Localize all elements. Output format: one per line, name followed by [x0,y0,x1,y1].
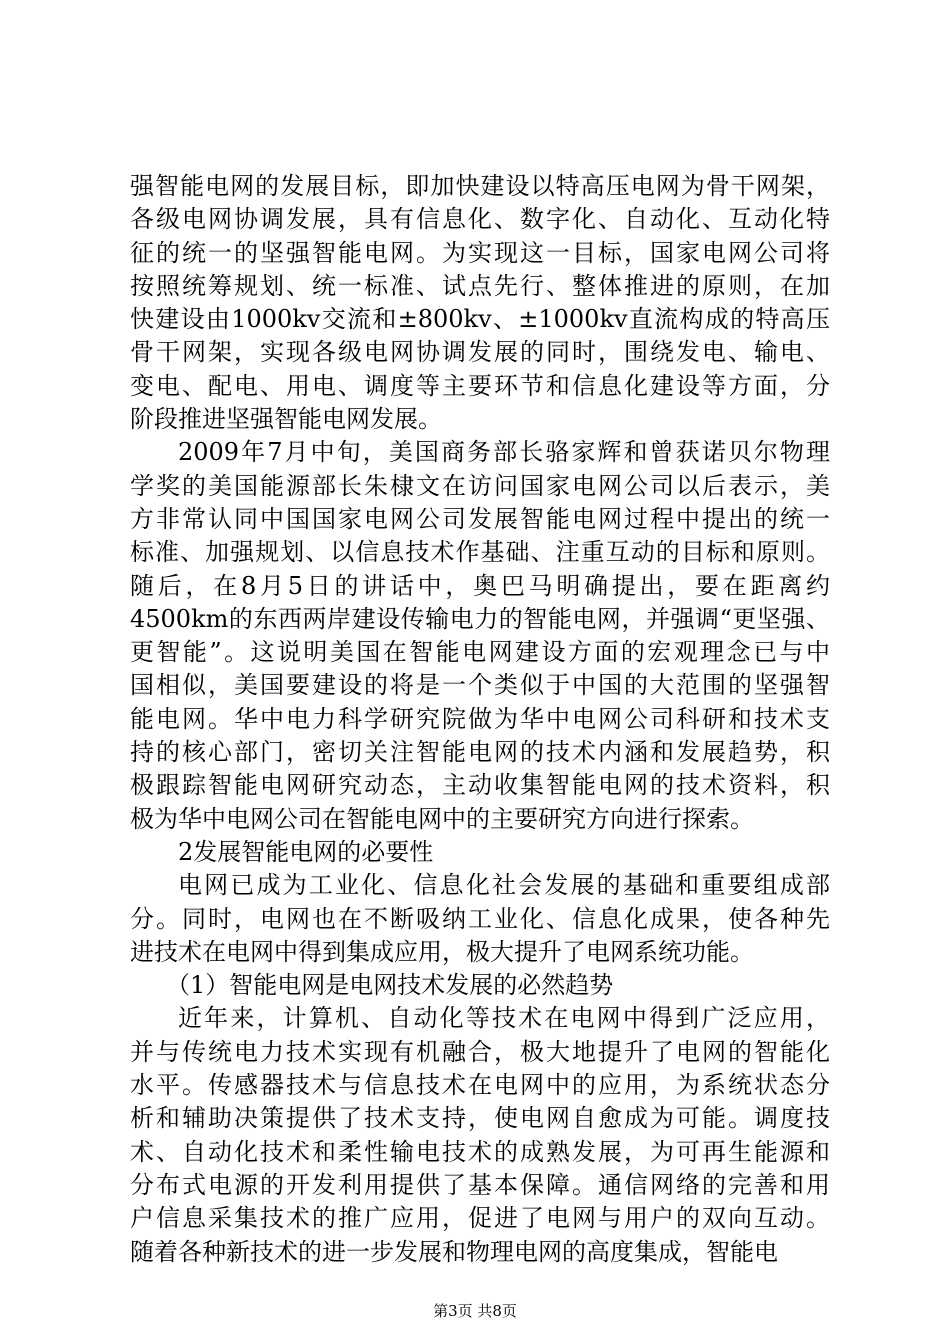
text-line: 阶段推进坚强智能电网发展。 [130,405,442,434]
text-line: 近年来，计算机、自动化等技术在电网中得到广泛应用， [178,1004,830,1033]
text-line: 随着各种新技术的进一步发展和物理电网的高度集成，智能电 [130,1237,778,1266]
text-line: 骨干网架，实现各级电网协调发展的同时，围绕发电、输电、 [130,338,830,367]
text-line: 强智能电网的发展目标，即加快建设以特高压电网为骨干网架， [130,172,830,200]
text-line: 国相似，美国要建设的将是一个类似于中国的大范围的坚强智 [130,671,830,700]
text-line: 术、自动化技术和柔性输电技术的成熟发展，为可再生能源和 [130,1137,830,1166]
text-line: 析和辅助决策提供了技术支持，使电网自愈成为可能。调度技 [130,1104,830,1133]
text-line: （1）智能电网是电网技术发展的必然趋势 [166,971,614,1000]
text-line: 分布式电源的开发利用提供了基本保障。通信网络的完善和用 [130,1170,830,1199]
text-line: 各级电网协调发展，具有信息化、数字化、自动化、互动化特 [130,205,830,234]
text-line: 水平。传感器技术与信息技术在电网中的应用，为系统状态分 [130,1071,830,1100]
text-line: 户信息采集技术的推广应用，促进了电网与用户的双向互动。 [130,1204,830,1233]
text-line: 更智能”。这说明美国在智能电网建设方面的宏观理念已与中 [130,638,830,667]
text-line: 极为华中电网公司在智能电网中的主要研究方向进行探索。 [130,804,754,833]
text-line: 征的统一的坚强智能电网。为实现这一目标，国家电网公司将 [130,238,830,267]
text-line: 按照统筹规划、统一标准、试点先行、整体推进的原则，在加 [130,271,830,300]
text-line: 2009年7月中旬，美国商务部长骆家辉和曾获诺贝尔物理 [178,438,830,467]
text-line: 能电网。华中电力科学研究院做为华中电网公司科研和技术支 [130,704,830,733]
text-line: 电网已成为工业化、信息化社会发展的基础和重要组成部 [178,871,830,900]
document-body [130,170,830,1269]
paragraph [130,1002,830,1268]
text-line: 进技术在电网中得到集成应用，极大提升了电网系统功能。 [130,937,754,966]
paragraph [130,170,830,436]
text-line: 4500km的东西两岸建设传输电力的智能电网，并强调“更坚强、 [130,604,830,633]
text-line: 标准、加强规划、以信息技术作基础、注重互动的目标和原则。 [130,538,830,567]
paragraph [130,436,830,836]
section-heading [130,969,830,1002]
text-line: 极跟踪智能电网研究动态，主动收集智能电网的技术资料，积 [130,771,830,800]
text-line: 分。同时，电网也在不断吸纳工业化、信息化成果，使各种先 [130,904,830,933]
text-line: 方非常认同中国国家电网公司发展智能电网过程中提出的统一 [130,504,830,533]
text-line: 变电、配电、用电、调度等主要环节和信息化建设等方面，分 [130,371,830,400]
text-line: 2发展智能电网的必要性 [178,837,434,866]
page-footer: 第3页 共8页 [433,1302,517,1320]
paragraph [130,869,830,969]
section-heading [130,836,830,869]
text-line: 随后，在8月5日的讲话中，奥巴马明确提出，要在距离约 [130,571,830,600]
text-line: 学奖的美国能源部长朱棣文在访问国家电网公司以后表示，美 [130,471,830,500]
text-line: 并与传统电力技术实现有机融合，极大地提升了电网的智能化 [130,1037,830,1066]
text-line: 持的核心部门，密切关注智能电网的技术内涵和发展趋势，积 [130,738,830,767]
text-line: 快建设由1000kv交流和±800kv、±1000kv直流构成的特高压 [130,305,830,334]
